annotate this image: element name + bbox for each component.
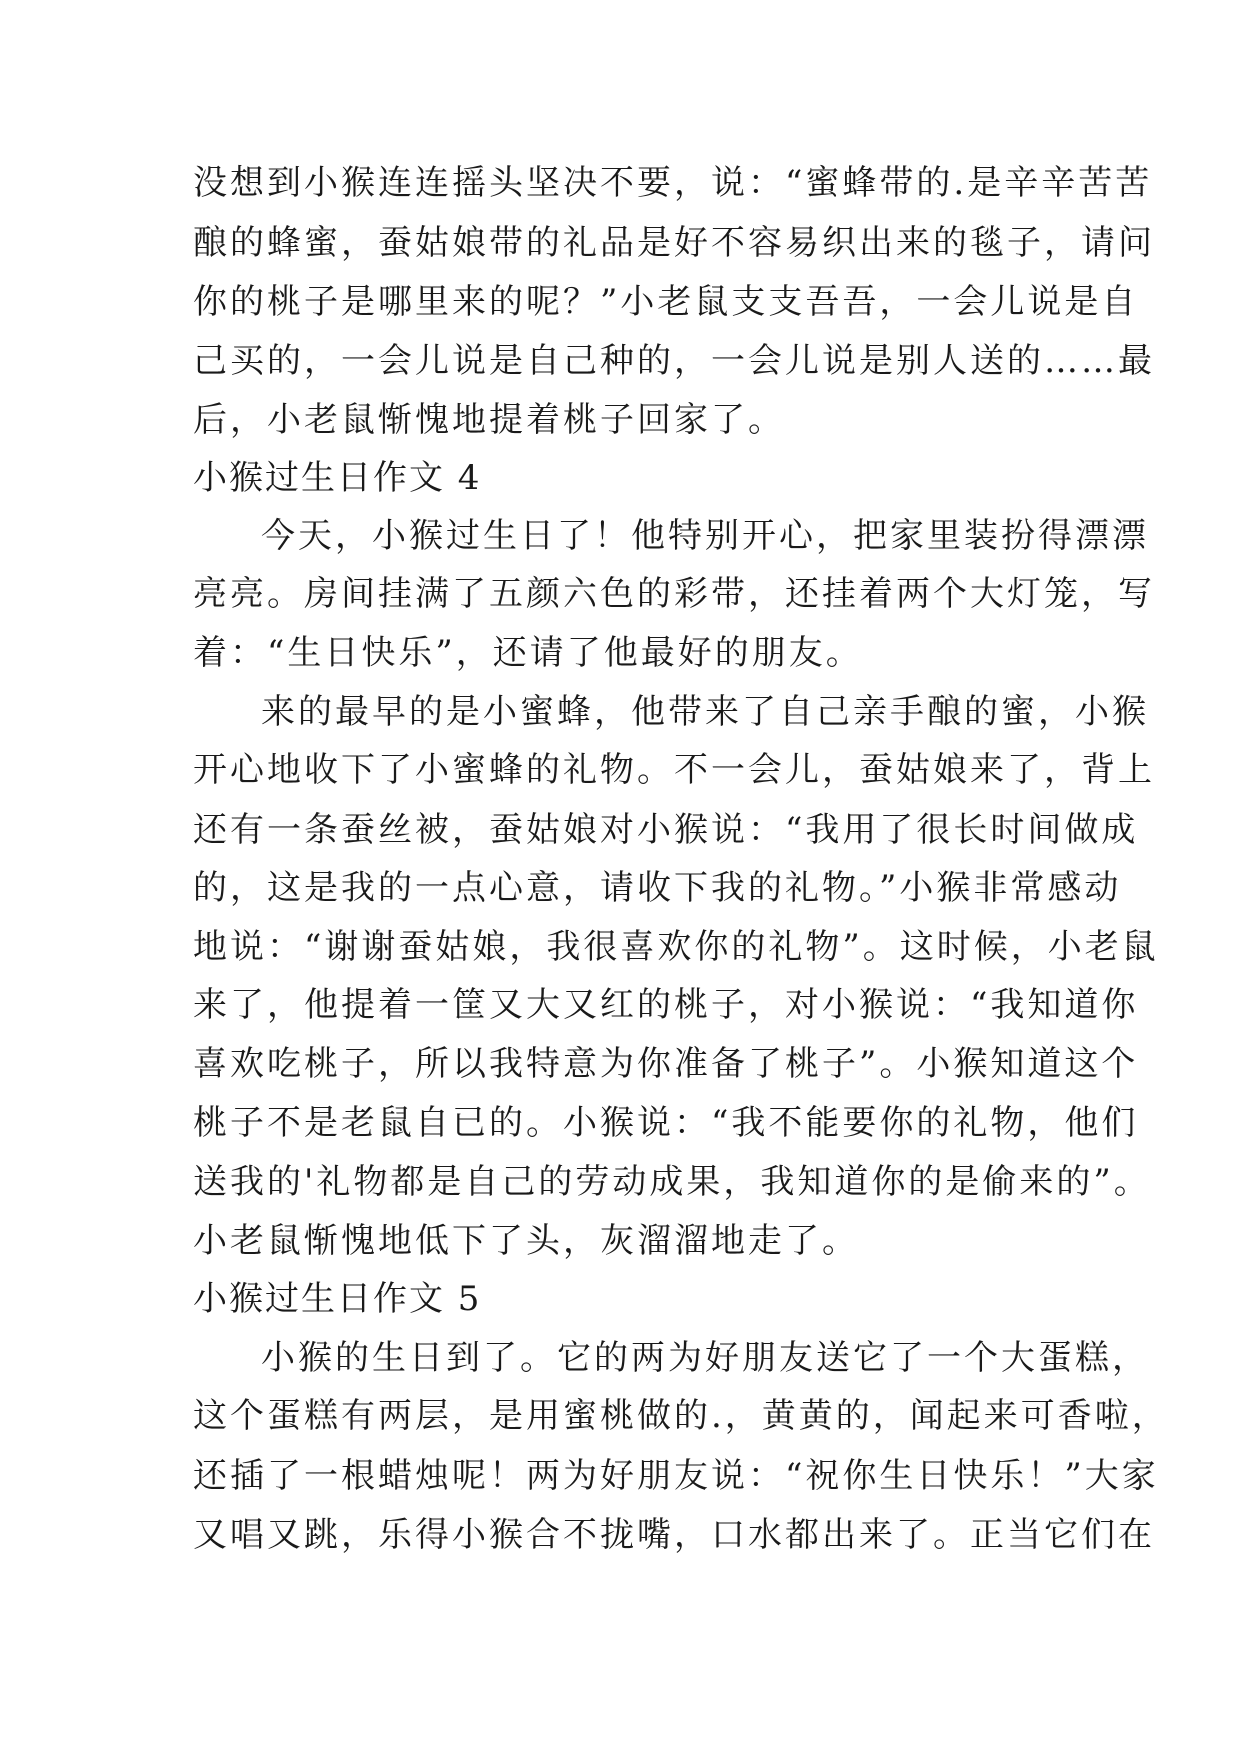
paragraph-line: 桃子不是老鼠自已的。小猴说：“我不能要你的礼物，他们 [193,1103,1139,1143]
paragraph-line: 小猴的生日到了。它的两为好朋友送它了一个大蛋糕， [261,1338,1149,1378]
paragraph-line: 酿的蜂蜜，蚕姑娘带的礼品是好不容易织出来的毯子，请问 [193,223,1155,263]
paragraph-line: 今天，小猴过生日了！他特别开心，把家里装扮得漂漂 [261,516,1149,556]
paragraph-line: 还插了一根蜡烛呢！两为好朋友说：“祝你生日快乐！”大家 [193,1456,1159,1496]
paragraph-line: 来了，他提着一筐又大又红的桃子，对小猴说：“我知道你 [193,985,1139,1025]
paragraph-line: 后，小老鼠惭愧地提着桃子回家了。 [193,400,785,440]
paragraph-line: 地说：“谢谢蚕姑娘，我很喜欢你的礼物”。这时候，小老鼠 [193,927,1159,967]
paragraph-line: 亮亮。房间挂满了五颜六色的彩带，还挂着两个大灯笼，写 [193,574,1155,614]
paragraph-line: 送我的'礼物都是自己的劳动成果，我知道你的是偷来的”。 [193,1162,1151,1202]
paragraph-line: 这个蛋糕有两层，是用蜜桃做的.，黄黄的，闻起来可香啦， [193,1396,1169,1436]
paragraph-line: 己买的，一会儿说是自己种的，一会儿说是别人送的……最 [193,341,1155,381]
paragraph-line: 小老鼠惭愧地低下了头，灰溜溜地走了。 [193,1221,859,1261]
paragraph-line: 又唱又跳，乐得小猴合不拢嘴，口水都出来了。正当它们在 [193,1515,1155,1555]
section-heading: 小猴过生日作文 4 [193,458,482,498]
paragraph-line: 的，这是我的一点心意，请收下我的礼物。”小猴非常感动 [193,868,1122,908]
paragraph-line: 来的最早的是小蜜蜂，他带来了自己亲手酿的蜜，小猴 [261,692,1149,732]
paragraph-line: 开心地收下了小蜜蜂的礼物。不一会儿，蚕姑娘来了，背上 [193,750,1155,790]
paragraph-line: 你的桃子是哪里来的呢？”小老鼠支支吾吾，一会儿说是自 [193,282,1139,322]
paragraph-line: 喜欢吃桃子，所以我特意为你准备了桃子”。小猴知道这个 [193,1044,1139,1084]
section-heading: 小猴过生日作文 5 [193,1279,482,1319]
paragraph-line: 着：“生日快乐”，还请了他最好的朋友。 [193,633,863,673]
paragraph-line: 还有一条蚕丝被，蚕姑娘对小猴说：“我用了很长时间做成 [193,810,1139,850]
paragraph-line: 没想到小猴连连摇头坚决不要，说：“蜜蜂带的.是辛辛苦苦 [193,163,1153,203]
